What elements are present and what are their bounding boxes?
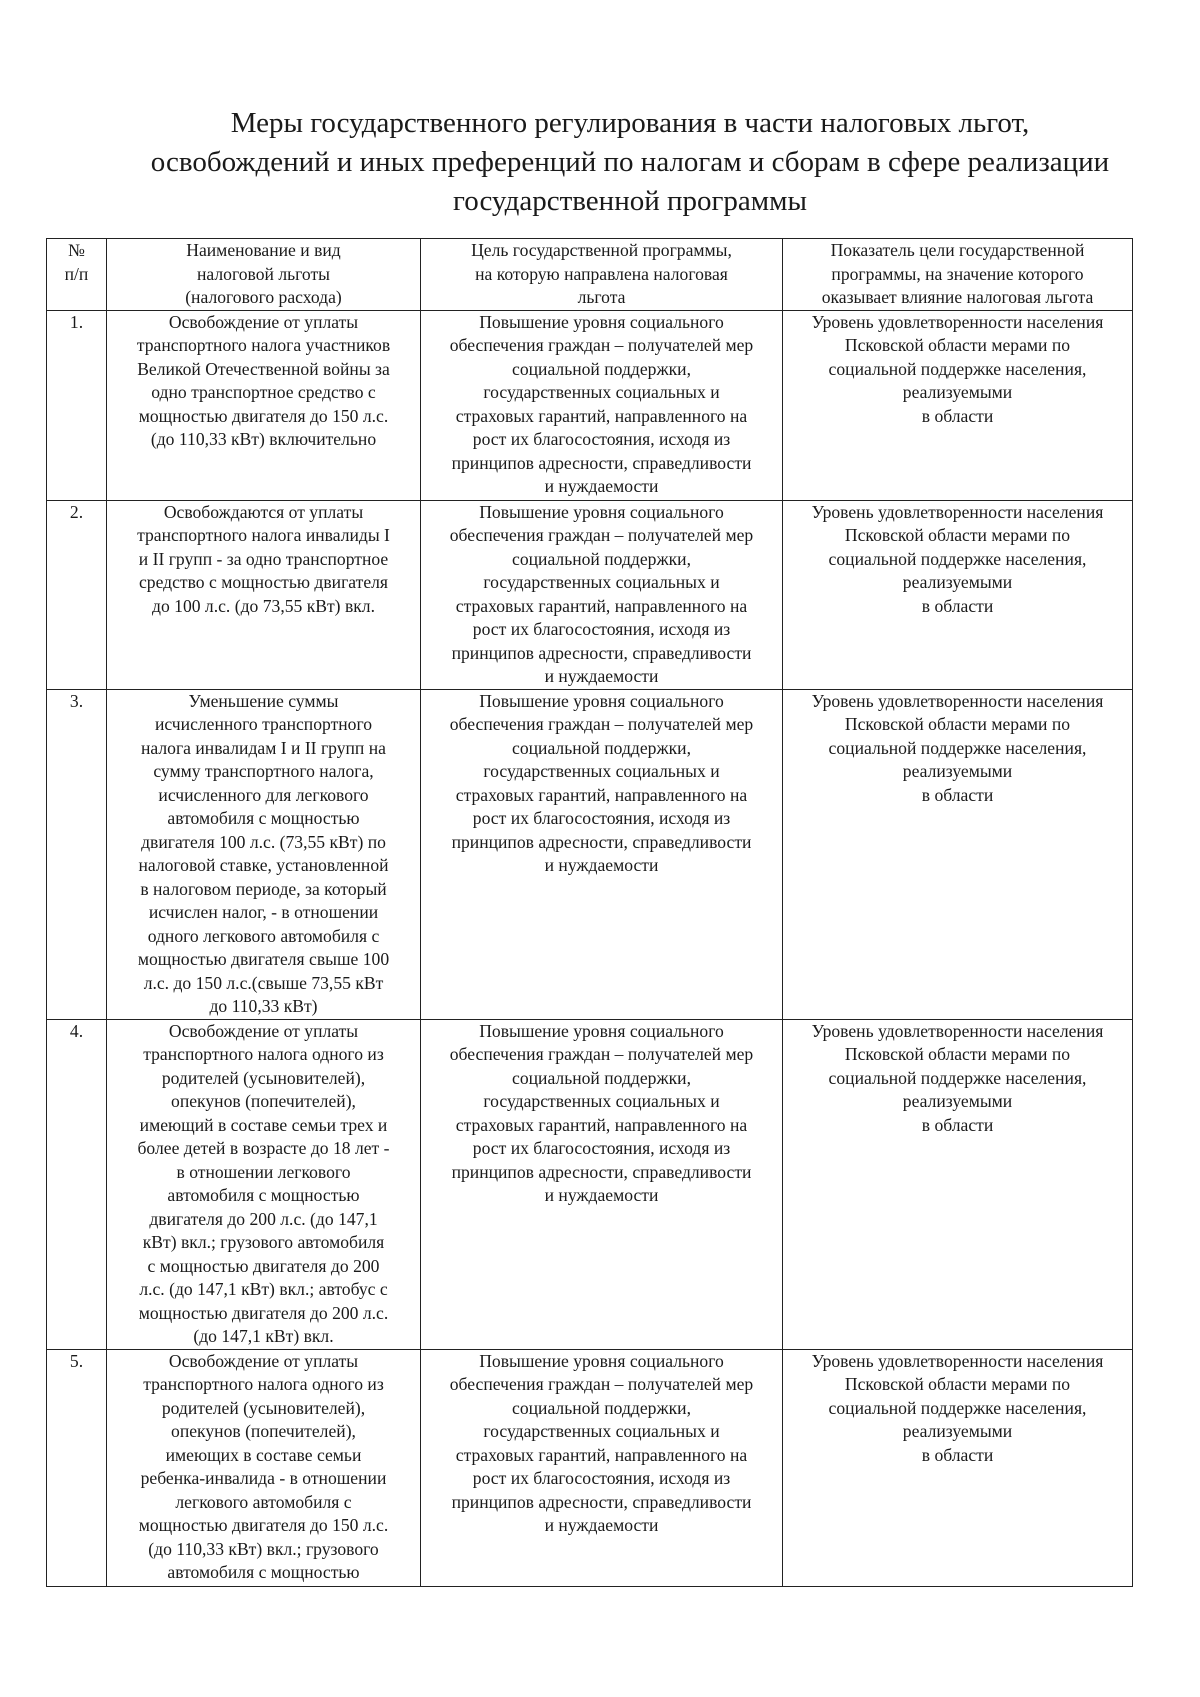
benefit-name-cell: Освобождаются от уплаты транспортного налога инвалиды I и II групп - за одно транспортное средство с мощностью двигателя до 100 л.с. (до 73,55 кВт) вкл.	[107, 500, 421, 689]
goal-indicator-cell: Уровень удовлетворенности населения Псковской области мерами по социальной поддержке населения, реализуемыми в области	[783, 689, 1133, 1019]
title-line-3: государственной программы	[453, 185, 807, 217]
table-row	[47, 689, 1133, 1019]
benefit-name-cell: Освобождение от уплаты транспортного налога одного из родителей (усыновителей), опекунов (попечителей), имеющих в составе семьи ребенка-инвалида - в отношении легкового автомобиля с мощностью двигателя до 150 л.с. (до 110,33 кВт) вкл.; грузового автомобиля с мощностью	[107, 1349, 421, 1586]
goal-indicator-cell: Уровень удовлетворенности населения Псковской области мерами по социальной поддержке населения, реализуемыми в области	[783, 1019, 1133, 1349]
table-row	[47, 310, 1133, 500]
table-header-row	[47, 239, 1133, 311]
header-goal-indicator: Показатель цели государственной программы, на значение которого оказывает влияние налоговая льгота	[783, 239, 1133, 311]
header-number: № п/п	[47, 239, 107, 311]
table-row	[47, 1349, 1133, 1586]
row-number: 3.	[47, 689, 107, 1019]
benefit-name-cell: Освобождение от уплаты транспортного налога участников Великой Отечественной войны за одно транспортное средство с мощностью двигателя до 150 л.с. (до 110,33 кВт) включительно	[107, 310, 421, 500]
row-number: 4.	[47, 1019, 107, 1349]
goal-indicator-cell: Уровень удовлетворенности населения Псковской области мерами по социальной поддержке населения, реализуемыми в области	[783, 500, 1133, 689]
document-title	[110, 104, 1150, 221]
program-goal-cell: Повышение уровня социального обеспечения граждан – получателей мер социальной поддержки, государственных социальных и страховых гарантий, направленного на рост их благосостояния, исходя из принципов адресности, справедливости и нуждаемости	[421, 689, 783, 1019]
row-number: 2.	[47, 500, 107, 689]
program-goal-cell: Повышение уровня социального обеспечения граждан – получателей мер социальной поддержки, государственных социальных и страховых гарантий, направленного на рост их благосостояния, исходя из принципов адресности, справедливости и нуждаемости	[421, 310, 783, 500]
title-line-1: Меры государственного регулирования в части налоговых льгот,	[230, 107, 1030, 139]
benefit-name-cell: Освобождение от уплаты транспортного налога одного из родителей (усыновителей), опекунов (попечителей), имеющий в составе семьи трех и более детей в возрасте до 18 лет - в отношении легкового автомобиля с мощностью двигателя до 200 л.с. (до 147,1 кВт) вкл.; грузового автомобиля с мощностью двигателя до 200 л.с. (до 147,1 кВт) вкл.; автобус с мощностью двигателя до 200 л.с. (до 147,1 кВт) вкл.	[107, 1019, 421, 1349]
row-number: 1.	[47, 310, 107, 500]
row-number: 5.	[47, 1349, 107, 1586]
benefit-name-cell: Уменьшение суммы исчисленного транспортного налога инвалидам I и II групп на сумму транспортного налога, исчисленного для легкового автомобиля с мощностью двигателя 100 л.с. (73,55 кВт) по налоговой ставке, установленной в налоговом периоде, за который исчислен налог, - в отношении одного легкового автомобиля с мощностью двигателя свыше 100 л.с. до 150 л.с.(свыше 73,55 кВт до 110,33 кВт)	[107, 689, 421, 1019]
program-goal-cell: Повышение уровня социального обеспечения граждан – получателей мер социальной поддержки, государственных социальных и страховых гарантий, направленного на рост их благосостояния, исходя из принципов адресности, справедливости и нуждаемости	[421, 500, 783, 689]
tax-benefits-table	[46, 238, 1133, 1587]
title-line-2: освобождений и иных преференций по налогам и сборам в сфере реализации	[150, 146, 1110, 178]
program-goal-cell: Повышение уровня социального обеспечения граждан – получателей мер социальной поддержки, государственных социальных и страховых гарантий, направленного на рост их благосостояния, исходя из принципов адресности, справедливости и нуждаемости	[421, 1349, 783, 1586]
table-row	[47, 1019, 1133, 1349]
header-program-goal: Цель государственной программы, на которую направлена налоговая льгота	[421, 239, 783, 311]
goal-indicator-cell: Уровень удовлетворенности населения Псковской области мерами по социальной поддержке населения, реализуемыми в области	[783, 310, 1133, 500]
header-benefit-name: Наименование и вид налоговой льготы (налогового расхода)	[107, 239, 421, 311]
goal-indicator-cell: Уровень удовлетворенности населения Псковской области мерами по социальной поддержке населения, реализуемыми в области	[783, 1349, 1133, 1586]
table-row	[47, 500, 1133, 689]
program-goal-cell: Повышение уровня социального обеспечения граждан – получателей мер социальной поддержки, государственных социальных и страховых гарантий, направленного на рост их благосостояния, исходя из принципов адресности, справедливости и нуждаемости	[421, 1019, 783, 1349]
